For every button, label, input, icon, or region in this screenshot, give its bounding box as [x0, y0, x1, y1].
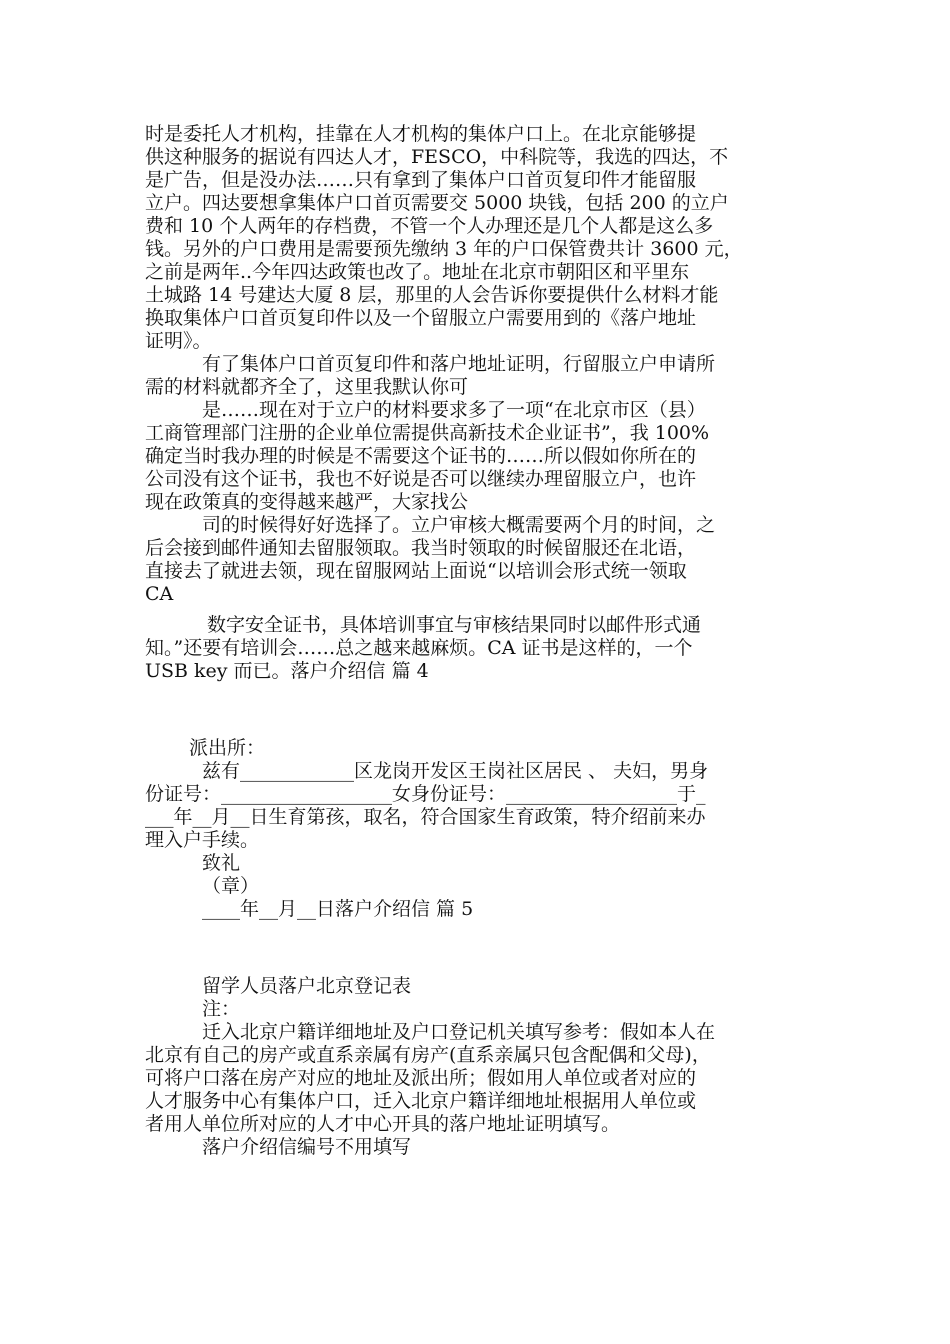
paragraph-5	[145, 614, 815, 683]
section-title: 留学人员落户北京登记表	[202, 975, 412, 997]
paragraph-4	[145, 514, 815, 606]
paragraph-1	[145, 123, 815, 353]
text-line: 直接去了就进去领，现在留服网站上面说“以培训会形式统一领取	[145, 560, 687, 582]
text-line: ___年__月__日生育第孩，取名，符合国家生育政策，特介绍前来办	[145, 806, 706, 828]
text-line: 费和 10 个人两年的存档费，不管一个人办理还是几个人都是这么多	[145, 215, 714, 237]
text-line: 有了集体户口首页复印件和落户地址证明，行留服立户申请所	[202, 353, 716, 375]
text-line: 数字安全证书，具体培训事宜与审核结果同时以邮件形式通	[207, 614, 702, 636]
text-line: 北京有自己的房产或直系亲属有房产(直系亲属只包含配偶和父母)，	[145, 1044, 711, 1066]
document-page	[145, 123, 815, 1159]
text-line: 公司没有这个证书，我也不好说是否可以继续办理留服立户，也许	[145, 468, 697, 490]
text-line: 钱。另外的户口费用是需要预先缴纳 3 年的户口保管费共计 3600 元，	[145, 238, 743, 260]
text-line: 理入户手续。	[145, 829, 260, 851]
text-line: 证明》。	[145, 330, 212, 352]
text-line: 是广告，但是没办法……只有拿到了集体户口首页复印件才能留服	[145, 169, 697, 191]
registration-section	[145, 975, 815, 1159]
text-line: 换取集体户口首页复印件以及一个留服立户需要用到的《落户地址	[145, 307, 697, 329]
letter-seal: （章）	[202, 875, 260, 897]
note-label: 注：	[202, 998, 241, 1020]
text-line: 确定当时我办理的时候是不需要这个证书的……所以假如你所在的	[145, 445, 697, 467]
text-line: 现在政策真的变得越来越严，大家找公	[145, 491, 469, 513]
letter-closing: 致礼	[202, 852, 241, 874]
text-line: 者用人单位所对应的人才中心开具的落户地址证明填写。	[145, 1113, 621, 1135]
text-line: 后会接到邮件通知去留服领取。我当时领取的时候留服还在北语，	[145, 537, 697, 559]
text-line: USB key 而已。落户介绍信 篇 4	[145, 660, 429, 682]
text-line: 人才服务中心有集体户口，迁入北京户籍详细地址根据用人单位或	[145, 1090, 697, 1112]
letter-addressee: 派出所：	[189, 737, 266, 759]
text-line: 时是委托人才机构，挂靠在人才机构的集体户口上。在北京能够提	[145, 123, 697, 145]
paragraph-3	[145, 399, 815, 514]
text-line: 份证号：__________________女身份证号：__________________于_	[145, 783, 706, 805]
text-line: 迁入北京户籍详细地址及户口登记机关填写参考：假如本人在	[202, 1021, 716, 1043]
text-line: 是……现在对于立户的材料要求多了一项“在北京市区（县）	[202, 399, 706, 421]
text-line: 可将户口落在房产对应的地址及派出所；假如用人单位或者对应的	[145, 1067, 697, 1089]
introduction-letter	[145, 737, 815, 921]
paragraph-2	[145, 353, 815, 399]
text-line: 兹有____________区龙岗开发区王岗社区居民 、 夫妇，男身	[202, 760, 709, 782]
final-note: 落户介绍信编号不用填写	[202, 1136, 412, 1158]
text-line: 立户。四达要想拿集体户口首页需要交 5000 块钱，包括 200 的立户	[145, 192, 729, 214]
text-line: 之前是两年..今年四达政策也改了。地址在北京市朝阳区和平里东	[145, 261, 690, 283]
text-line: 工商管理部门注册的企业单位需提供高新技术企业证书”，我 100%	[145, 422, 710, 444]
letter-date-line: ____年__月__日落户介绍信 篇 5	[202, 898, 474, 920]
text-line: 供这种服务的据说有四达人才，FESCO，中科院等，我选的四达，不	[145, 146, 729, 168]
text-line: CA	[145, 583, 174, 605]
text-line: 需的材料就都齐全了，这里我默认你可	[145, 376, 469, 398]
text-line: 司的时候得好好选择了。立户审核大概需要两个月的时间，之	[202, 514, 716, 536]
text-line: 土城路 14 号建达大厦 8 层，那里的人会告诉你要提供什么材料才能	[145, 284, 719, 306]
text-line: 知。”还要有培训会……总之越来越麻烦。CA 证书是这样的，一个	[145, 637, 693, 659]
